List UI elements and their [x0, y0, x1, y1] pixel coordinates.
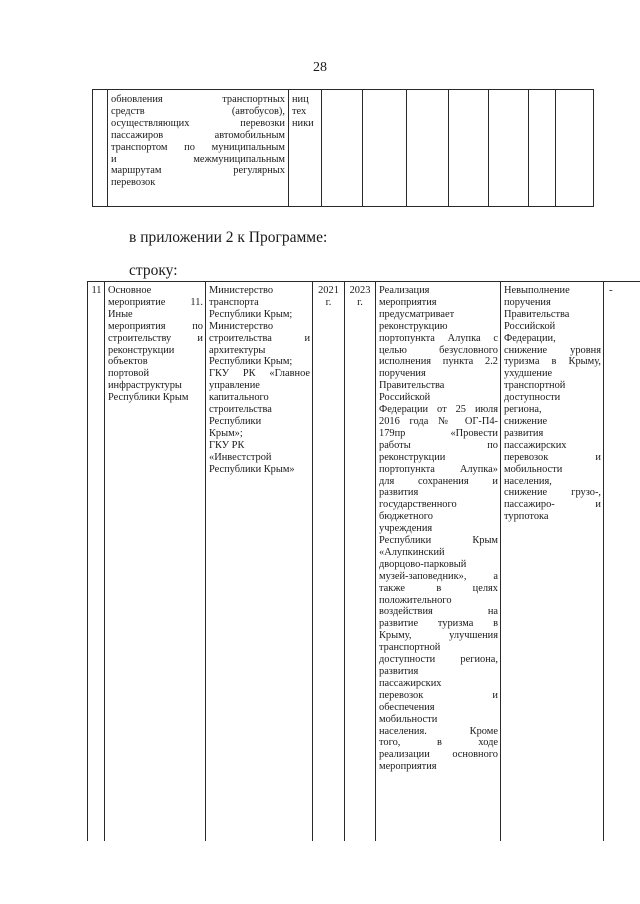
start-year: 2021 — [318, 285, 339, 296]
event-line: строительству и — [108, 332, 203, 344]
executors-line: ГКУ РК — [209, 439, 245, 451]
consequences-line: снижение грузо-, — [504, 487, 601, 499]
consequences-line: ухудшение — [504, 368, 553, 380]
top-executor-line: ниц — [292, 94, 309, 105]
consequences-line: снижение — [504, 415, 548, 427]
consequences-line: Федерации, — [504, 332, 556, 344]
result-line: Крыму, улучшения — [379, 630, 498, 642]
executors-line: управление — [209, 380, 260, 392]
event-line: Иные — [108, 308, 133, 320]
top-description-line: и межмуниципальным — [111, 153, 285, 165]
result-line: мероприятия — [379, 761, 437, 773]
result-line: 2016 года № ОГ-П4- — [379, 415, 498, 427]
executors-line: «Инвестстрой — [209, 451, 272, 463]
result-line: того, в ходе — [379, 737, 498, 749]
consequences-line: снижение уровня — [504, 344, 601, 356]
result-line: для сохранения и — [379, 475, 498, 487]
top-executor-line: ники — [292, 117, 314, 129]
last-column-dash: - — [609, 284, 613, 296]
executors-line: архитектуры — [209, 344, 266, 356]
executors-line: Республики Крым» — [209, 463, 295, 475]
top-description-line: перевозок — [111, 177, 156, 189]
result-line: транспортной — [379, 642, 441, 654]
result-line: Правительства — [379, 380, 445, 392]
consequences-line: поручения — [504, 296, 551, 308]
consequences-cell — [504, 285, 601, 523]
result-line: доступности региона, — [379, 654, 498, 666]
start-year-cell — [313, 285, 344, 309]
result-line: дворцово-парковый — [379, 558, 467, 570]
event-cell — [108, 285, 203, 404]
result-line: государственного — [379, 499, 457, 511]
consequences-line: Российской — [504, 320, 556, 332]
event-line: инфраструктуры — [108, 380, 182, 392]
result-line: обеспечения — [379, 701, 435, 713]
top-description-line: обновления транспортных — [111, 94, 285, 105]
result-line: мероприятия — [379, 296, 437, 308]
result-line: 179пр «Провести — [379, 427, 498, 439]
top-description-line: маршрутам регулярных — [111, 165, 285, 177]
consequences-line: региона, — [504, 404, 542, 416]
result-line: реализации основного — [379, 749, 498, 761]
end-year-suffix: г. — [357, 296, 363, 308]
executors-line: Республики Крым; — [209, 308, 293, 320]
top-executor-cell — [292, 94, 320, 130]
top-description-line: средств (автобусов), — [111, 105, 285, 117]
result-line: целью безусловного — [379, 344, 498, 356]
consequences-line: развития — [504, 427, 544, 439]
result-line: Республики Крым — [379, 535, 498, 547]
event-line: реконструкции — [108, 344, 175, 356]
end-year: 2023 — [349, 285, 371, 296]
event-line: объектов — [108, 356, 148, 368]
result-line: развитие туризма в — [379, 618, 498, 630]
result-line: поручения — [379, 368, 426, 380]
executors-line: Республики Крым; — [209, 356, 293, 368]
result-line: пассажирских — [379, 677, 442, 689]
result-line: Российской — [379, 392, 431, 404]
consequences-line: туризма в Крыму, — [504, 356, 601, 368]
result-line: населения. Кроме — [379, 725, 498, 737]
result-line: Федерации от 25 июля — [379, 404, 498, 416]
consequences-line: мобильности — [504, 463, 563, 475]
start-year-suffix: г. — [325, 296, 332, 308]
consequences-line: Невыполнение — [504, 285, 570, 296]
page-number: 28 — [313, 60, 327, 75]
executors-line: транспорта — [209, 296, 259, 308]
top-description-cell — [111, 94, 285, 189]
result-line: развития — [379, 487, 419, 499]
result-line: работы по — [379, 439, 498, 451]
result-line: мобильности — [379, 713, 438, 725]
result-line: портопункта Алупка с — [379, 332, 498, 344]
result-line: реконструкции — [379, 451, 446, 463]
result-line: предусматривает — [379, 308, 455, 320]
consequences-line: Правительства — [504, 308, 570, 320]
executors-line: капитального — [209, 392, 269, 404]
result-line: перевозок и — [379, 689, 498, 701]
result-line: Реализация — [379, 285, 430, 296]
result-line: положительного — [379, 594, 452, 606]
executors-line: ГКУ РК «Главное — [209, 368, 310, 380]
consequences-line: пассажирских — [504, 439, 567, 451]
consequences-line: пассажиро- и — [504, 499, 601, 511]
event-line: Основное — [108, 285, 152, 296]
executors-cell — [209, 285, 310, 476]
result-line: также в целях — [379, 582, 498, 594]
result-line: реконструкцию — [379, 320, 448, 332]
result-line: развития — [379, 666, 419, 677]
result-line: музей-заповедник», а — [379, 570, 498, 582]
consequences-line: перевозок и — [504, 451, 601, 463]
event-line: мероприятие 11. — [108, 296, 203, 308]
top-description-line: пассажиров автомобильным — [111, 129, 285, 141]
top-description-line: транспортом по муниципальным — [111, 141, 285, 153]
result-line: учреждения — [379, 523, 433, 535]
top-description-line: осуществляющих перевозки — [111, 117, 285, 129]
executors-line: строительства и — [209, 332, 310, 344]
event-line: портовой — [108, 368, 150, 380]
executors-line: Республики — [209, 415, 262, 427]
row-label-text: строку: — [129, 262, 178, 279]
end-year-cell — [345, 285, 375, 309]
consequences-line: доступности — [504, 392, 561, 404]
row-number: 11 — [91, 285, 102, 296]
result-line: «Алупкинский — [379, 546, 445, 558]
consequences-line: турпотока — [504, 511, 549, 523]
executors-line: Крым»; — [209, 427, 243, 439]
executors-line: Министерство — [209, 285, 274, 296]
appendix-text: в приложении 2 к Программе: — [129, 229, 328, 246]
result-line: воздействия на — [379, 606, 498, 618]
result-cell — [379, 285, 498, 773]
result-line: портопункта Алупка» — [379, 463, 498, 475]
consequences-line: населения, — [504, 475, 552, 487]
result-line: исполнения пункта 2.2 — [379, 356, 498, 368]
top-executor-line: тех — [292, 105, 307, 117]
result-line: бюджетного — [379, 511, 433, 523]
consequences-line: транспортной — [504, 380, 566, 392]
executors-line: Министерство — [209, 320, 274, 332]
event-line: мероприятия по — [108, 320, 203, 332]
executors-line: строительства — [209, 404, 272, 416]
event-line: Республики Крым — [108, 392, 189, 404]
